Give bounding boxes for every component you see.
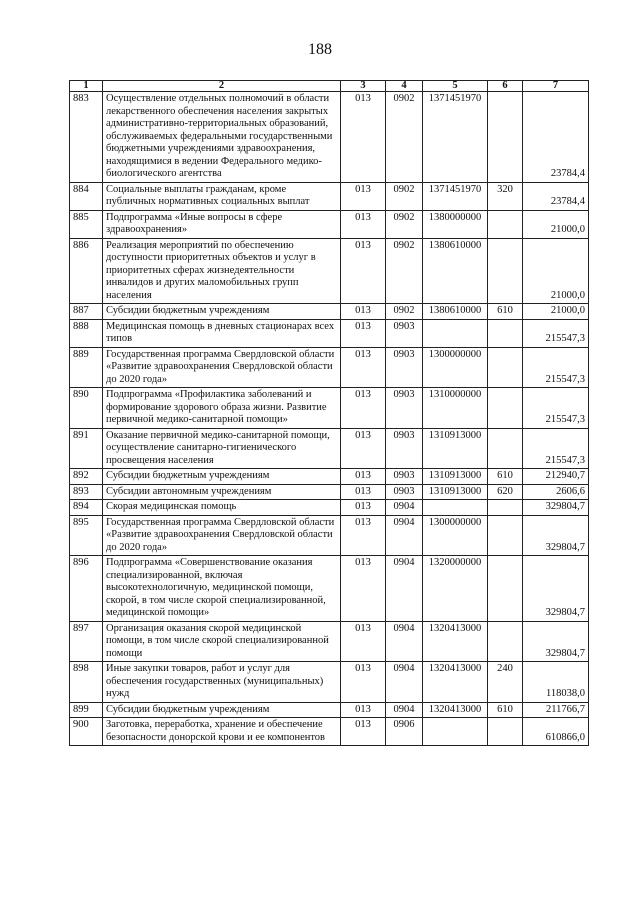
- section-code: 0904: [386, 702, 423, 718]
- item-name: Подпрограмма «Профилактика заболеваний и формирование здорового образа жизни. Развитие первичной медико-санитарной помощи»: [103, 388, 341, 429]
- column-header-4: 4: [386, 81, 423, 92]
- ministry-code: 013: [341, 319, 386, 347]
- table-row: [70, 702, 589, 718]
- target-article-code: 1310913000: [423, 469, 488, 485]
- amount: 215547,3: [523, 319, 589, 347]
- item-name: Государственная программа Свердловской области «Развитие здравоохранения Свердловской области до 2020 года»: [103, 347, 341, 388]
- row-number: 886: [70, 238, 103, 304]
- table-row: [70, 428, 589, 469]
- target-article-code: 1310913000: [423, 484, 488, 500]
- ministry-code: 013: [341, 718, 386, 746]
- expense-type-code: [488, 500, 523, 516]
- ministry-code: 013: [341, 238, 386, 304]
- target-article-code: 1300000000: [423, 515, 488, 556]
- amount: 212940,7: [523, 469, 589, 485]
- amount: 118038,0: [523, 662, 589, 703]
- amount: 329804,7: [523, 621, 589, 662]
- section-code: 0902: [386, 304, 423, 320]
- ministry-code: 013: [341, 484, 386, 500]
- table-row: [70, 238, 589, 304]
- section-code: 0903: [386, 469, 423, 485]
- ministry-code: 013: [341, 469, 386, 485]
- target-article-code: 1320413000: [423, 702, 488, 718]
- section-code: 0904: [386, 556, 423, 622]
- target-article-code: [423, 718, 488, 746]
- table-row: [70, 388, 589, 429]
- item-name: Медицинская помощь в дневных стационарах всех типов: [103, 319, 341, 347]
- ministry-code: 013: [341, 347, 386, 388]
- ministry-code: 013: [341, 500, 386, 516]
- ministry-code: 013: [341, 92, 386, 183]
- row-number: 899: [70, 702, 103, 718]
- row-number: 891: [70, 428, 103, 469]
- row-number: 887: [70, 304, 103, 320]
- item-name: Организация оказания скорой медицинской помощи, в том числе скорой специализированной помощи: [103, 621, 341, 662]
- section-code: 0903: [386, 319, 423, 347]
- target-article-code: 1371451970: [423, 182, 488, 210]
- row-number: 883: [70, 92, 103, 183]
- column-header-1: 1: [70, 81, 103, 92]
- section-code: 0902: [386, 238, 423, 304]
- ministry-code: 013: [341, 515, 386, 556]
- row-number: 897: [70, 621, 103, 662]
- section-code: 0904: [386, 662, 423, 703]
- section-code: 0902: [386, 182, 423, 210]
- item-name: Скорая медицинская помощь: [103, 500, 341, 516]
- expense-type-code: 610: [488, 304, 523, 320]
- amount: 610866,0: [523, 718, 589, 746]
- expense-type-code: [488, 428, 523, 469]
- table-row: [70, 347, 589, 388]
- section-code: 0904: [386, 500, 423, 516]
- expense-type-code: [488, 515, 523, 556]
- ministry-code: 013: [341, 428, 386, 469]
- section-code: 0902: [386, 210, 423, 238]
- target-article-code: [423, 319, 488, 347]
- column-header-6: 6: [488, 81, 523, 92]
- expense-type-code: [488, 556, 523, 622]
- table-row: [70, 515, 589, 556]
- amount: 329804,7: [523, 515, 589, 556]
- ministry-code: 013: [341, 662, 386, 703]
- expense-type-code: [488, 238, 523, 304]
- expense-type-code: [488, 347, 523, 388]
- target-article-code: 1310913000: [423, 428, 488, 469]
- ministry-code: 013: [341, 388, 386, 429]
- section-code: 0903: [386, 388, 423, 429]
- item-name: Субсидии бюджетным учреждениям: [103, 702, 341, 718]
- row-number: 892: [70, 469, 103, 485]
- row-number: 890: [70, 388, 103, 429]
- target-article-code: 1320000000: [423, 556, 488, 622]
- row-number: 889: [70, 347, 103, 388]
- item-name: Субсидии автономным учреждениям: [103, 484, 341, 500]
- table-row: [70, 718, 589, 746]
- item-name: Социальные выплаты гражданам, кроме публичных нормативных социальных выплат: [103, 182, 341, 210]
- expense-type-code: 320: [488, 182, 523, 210]
- expense-type-code: [488, 718, 523, 746]
- row-number: 894: [70, 500, 103, 516]
- item-name: Субсидии бюджетным учреждениям: [103, 469, 341, 485]
- item-name: Государственная программа Свердловской области «Развитие здравоохранения Свердловской области до 2020 года»: [103, 515, 341, 556]
- amount: 2606,6: [523, 484, 589, 500]
- section-code: 0904: [386, 515, 423, 556]
- target-article-code: 1380610000: [423, 304, 488, 320]
- section-code: 0902: [386, 92, 423, 183]
- amount: 329804,7: [523, 556, 589, 622]
- expense-type-code: 240: [488, 662, 523, 703]
- section-code: 0904: [386, 621, 423, 662]
- row-number: 896: [70, 556, 103, 622]
- table-row: [70, 319, 589, 347]
- target-article-code: 1310000000: [423, 388, 488, 429]
- table-row: [70, 621, 589, 662]
- target-article-code: 1300000000: [423, 347, 488, 388]
- expense-type-code: [488, 388, 523, 429]
- table-row: [70, 556, 589, 622]
- row-number: 900: [70, 718, 103, 746]
- amount: 21000,0: [523, 304, 589, 320]
- amount: 23784,4: [523, 182, 589, 210]
- section-code: 0903: [386, 347, 423, 388]
- row-number: 884: [70, 182, 103, 210]
- amount: 215547,3: [523, 388, 589, 429]
- item-name: Заготовка, переработка, хранение и обеспечение безопасности донорской крови и ее компонентов: [103, 718, 341, 746]
- table-row: [70, 92, 589, 183]
- expense-type-code: 610: [488, 469, 523, 485]
- amount: 211766,7: [523, 702, 589, 718]
- amount: 329804,7: [523, 500, 589, 516]
- target-article-code: 1371451970: [423, 92, 488, 183]
- item-name: Реализация мероприятий по обеспечению доступности приоритетных объектов и услуг в приоритетных сферах жизнедеятельности инвалидов и других маломобильных групп населения: [103, 238, 341, 304]
- item-name: Подпрограмма «Иные вопросы в сфере здравоохранения»: [103, 210, 341, 238]
- header-row: [70, 81, 589, 92]
- table-body: [70, 92, 589, 746]
- target-article-code: 1380610000: [423, 238, 488, 304]
- item-name: Осуществление отдельных полномочий в области лекарственного обеспечения населения закрытых административно-территориальных образований, обслуживаемых федеральными государственными бюджетными учреждениями здравоохранения, находящимися в ведении Федерального медико-биологического агентства: [103, 92, 341, 183]
- target-article-code: 1320413000: [423, 621, 488, 662]
- row-number: 885: [70, 210, 103, 238]
- item-name: Подпрограмма «Совершенствование оказания специализированной, включая высокотехнологичную, медицинской помощи, скорой, в том числе скорой специализированной, медицинской помощи»: [103, 556, 341, 622]
- amount: 21000,0: [523, 210, 589, 238]
- table-row: [70, 500, 589, 516]
- expense-type-code: [488, 621, 523, 662]
- expense-type-code: 620: [488, 484, 523, 500]
- table-row: [70, 210, 589, 238]
- budget-table: [69, 80, 589, 746]
- item-name: Субсидии бюджетным учреждениям: [103, 304, 341, 320]
- column-header-7: 7: [523, 81, 589, 92]
- column-header-3: 3: [341, 81, 386, 92]
- column-header-2: 2: [103, 81, 341, 92]
- table-row: [70, 469, 589, 485]
- expense-type-code: [488, 210, 523, 238]
- expense-type-code: [488, 92, 523, 183]
- column-header-5: 5: [423, 81, 488, 92]
- target-article-code: 1380000000: [423, 210, 488, 238]
- amount: 215547,3: [523, 428, 589, 469]
- table-row: [70, 182, 589, 210]
- target-article-code: 1320413000: [423, 662, 488, 703]
- ministry-code: 013: [341, 702, 386, 718]
- ministry-code: 013: [341, 621, 386, 662]
- section-code: 0906: [386, 718, 423, 746]
- ministry-code: 013: [341, 210, 386, 238]
- amount: 21000,0: [523, 238, 589, 304]
- target-article-code: [423, 500, 488, 516]
- amount: 215547,3: [523, 347, 589, 388]
- section-code: 0903: [386, 484, 423, 500]
- item-name: Оказание первичной медико-санитарной помощи, осуществление санитарно-гигиенического просвещения населения: [103, 428, 341, 469]
- row-number: 898: [70, 662, 103, 703]
- ministry-code: 013: [341, 304, 386, 320]
- table-row: [70, 304, 589, 320]
- table-row: [70, 662, 589, 703]
- ministry-code: 013: [341, 182, 386, 210]
- amount: 23784,4: [523, 92, 589, 183]
- row-number: 895: [70, 515, 103, 556]
- row-number: 893: [70, 484, 103, 500]
- section-code: 0903: [386, 428, 423, 469]
- expense-type-code: [488, 319, 523, 347]
- page-number: 188: [308, 41, 332, 58]
- row-number: 888: [70, 319, 103, 347]
- table-row: [70, 484, 589, 500]
- expense-type-code: 610: [488, 702, 523, 718]
- ministry-code: 013: [341, 556, 386, 622]
- item-name: Иные закупки товаров, работ и услуг для обеспечения государственных (муниципальных) нужд: [103, 662, 341, 703]
